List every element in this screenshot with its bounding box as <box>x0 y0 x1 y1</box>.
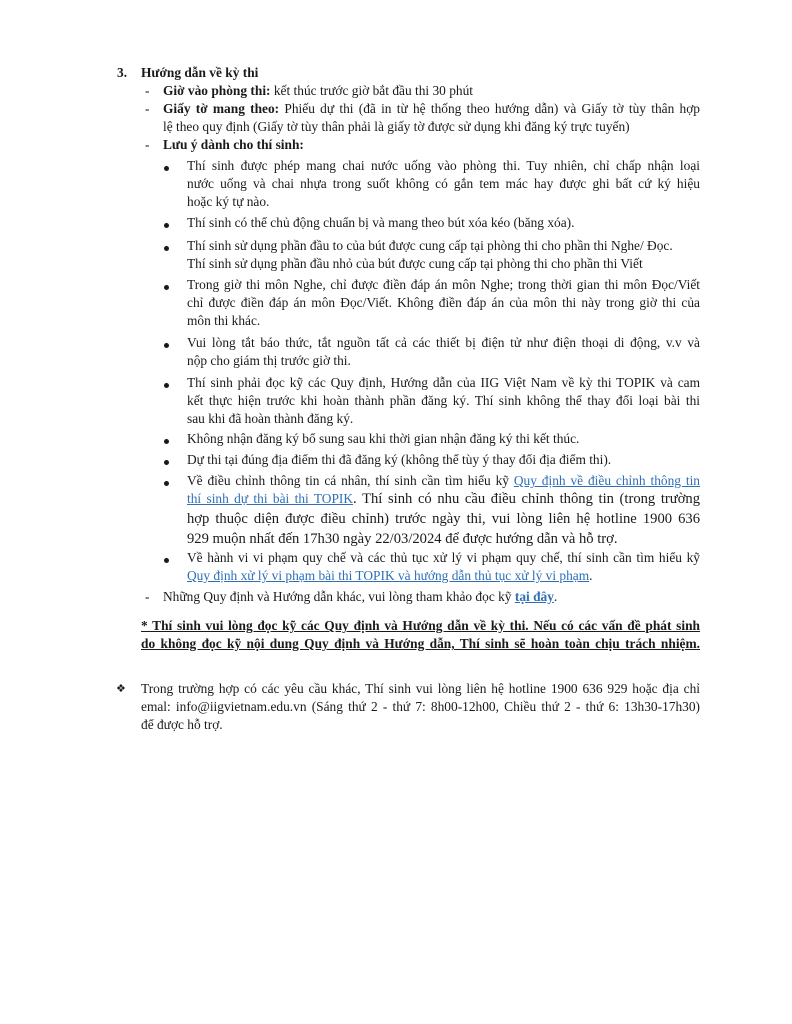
adjust-line-3: hợp thuộc diện được điều chỉnh) trước ngày thi, vui lòng liên hệ hotline 1900 636 <box>187 511 700 527</box>
exam-entry-time <box>163 82 473 100</box>
note-line: nộp cho giám thị trước giờ thi. <box>187 353 351 368</box>
adjust-line-2 <box>187 490 700 508</box>
note-line: Thí sinh sử dụng phần đầu nhỏ của bút được cung cấp tại phòng thi cho phần thi Viết <box>187 256 643 271</box>
note-line: Thí sinh phải đọc kỹ các Quy định, Hướng dẫn của IIG Việt Nam về kỳ thi TOPIK và cam <box>187 375 700 390</box>
here-link[interactable]: tại đây <box>514 589 554 604</box>
adjust-post-text: . Thí sinh có nhu cầu điều chỉnh thông tin (trong trường <box>353 491 701 507</box>
note-line: Trong giờ thi môn Nghe, chỉ được điền đáp án môn Nghe; trong thời gian thi môn Đọc/Viết <box>187 277 700 292</box>
bullet-icon <box>164 439 169 444</box>
adjust-regulation-link[interactable]: Quy định về điều chỉnh thông tin <box>513 473 700 488</box>
adjust-line-4: 929 muộn nhất đến 17h30 ngày 22/03/2024 để được hướng dẫn và hỗ trợ. <box>187 531 618 547</box>
note-line: nước uống và chai nhựa trong suốt không có gắn tem mác hay được ghi bất cứ ký hiệu <box>187 176 700 191</box>
bullet-icon <box>164 246 169 251</box>
bullet-icon <box>164 166 169 171</box>
section-number: 3. <box>117 65 128 80</box>
bullet-icon <box>164 558 169 563</box>
note-line: Thí sinh được phép mang chai nước uống vào phòng thi. Tuy nhiên, chỉ chấp nhận loại <box>187 158 700 173</box>
notes-label: Lưu ý dành cho thí sinh: <box>163 137 304 152</box>
violation-line-1: Về hành vi vi phạm quy chế và các thủ tục xử lý vi phạm quy chế, thí sinh cần tìm hiểu kỹ <box>187 550 700 565</box>
note-line: kết thực hiện trước khi hoàn thành phần đăng ký. Thí sinh không thể thay đổi loại bài thi <box>187 393 700 408</box>
documents-label: Giấy tờ mang theo: <box>163 101 280 116</box>
bullet-icon <box>164 285 169 290</box>
adjust-pre-text: Về điều chỉnh thông tin cá nhân, thí sinh cần tìm hiểu kỹ <box>187 473 514 488</box>
note-line: Dự thi tại đúng địa điểm thi đã đăng ký (không thể tùy ý thay đổi địa điểm thi). <box>187 452 612 467</box>
violation-line-2 <box>187 567 593 585</box>
note-line: chỉ được điền đáp án môn Đọc/Viết. Không điền đáp án của môn thi này trong giờ thi của <box>187 295 700 310</box>
note-line: môn thi khác. <box>187 313 261 328</box>
diamond-bullet-icon: ❖ <box>116 682 126 695</box>
adjust-line-1 <box>187 472 700 490</box>
other-guidelines <box>163 588 557 606</box>
note-line: sau khi đã hoàn thành đăng ký. <box>187 411 354 426</box>
dash-marker: - <box>145 589 150 604</box>
bullet-icon <box>164 343 169 348</box>
violation-regulation-link[interactable]: Quy định xử lý vi phạm bài thi TOPIK và hướng dẫn thủ tục xử lý vi phạm <box>187 568 590 583</box>
notes-heading <box>163 136 304 154</box>
other-post-text: . <box>553 589 558 604</box>
warning-line-2: do không đọc kỹ nội dung Quy định và Hướng dẫn, Thí sinh sẽ hoàn toàn chịu trách nhiệm. <box>141 636 700 651</box>
documents-line-2: lệ theo quy định (Giấy tờ tùy thân phải là giấy tờ được sử dụng khi đăng ký trực tuyến) <box>163 119 630 134</box>
dash-marker: - <box>145 101 150 116</box>
bullet-icon <box>164 223 169 228</box>
documents-line-1 <box>163 100 700 118</box>
note-line: Thí sinh sử dụng phần đầu to của bút được cung cấp tại phòng thi cho phần thi Nghe/ Đọc. <box>187 238 673 253</box>
note-line: Không nhận đăng ký bổ sung sau khi thời gian nhận đăng ký thi kết thúc. <box>187 431 580 446</box>
dash-marker: - <box>145 137 150 152</box>
adjust-regulation-link-cont[interactable]: thí sinh dự thi bài thi TOPIK <box>187 491 354 506</box>
dash-marker: - <box>145 83 150 98</box>
bullet-icon <box>164 383 169 388</box>
entry-time-label: Giờ vào phòng thi: <box>163 83 271 98</box>
other-pre-text: Những Quy định và Hướng dẫn khác, vui lòng tham khảo đọc kỹ <box>163 589 515 604</box>
violation-post-text: . <box>589 568 593 583</box>
note-line: Vui lòng tắt báo thức, tắt nguồn tất cả các thiết bị điện tử như điện thoại di động, v.v và <box>187 335 700 350</box>
note-line: Thí sinh có thể chủ động chuẩn bị và mang theo bút xóa kéo (băng xóa). <box>187 215 575 230</box>
contact-line-2: emal: info@iigvietnam.edu.vn (Sáng thứ 2 - thứ 7: 8h00-12h00, Chiều thứ 2 - thứ 6: 13h30-17h30) <box>141 699 700 714</box>
note-line: hoặc ký tự nào. <box>187 194 270 209</box>
section-title: Hướng dẫn về kỳ thi <box>141 65 259 80</box>
contact-line-1: Trong trường hợp có các yêu cầu khác, Thí sinh vui lòng liên hệ hotline 1900 636 929 hoặc địa chỉ <box>141 681 700 696</box>
contact-line-3: để được hỗ trợ. <box>141 717 223 732</box>
bullet-icon <box>164 481 169 486</box>
documents-text-1: Phiếu dự thi (đã in từ hệ thống theo hướng dẫn) và Giấy tờ tùy thân hợp <box>279 101 700 116</box>
warning-line-1: * Thí sinh vui lòng đọc kỹ các Quy định và Hướng dẫn về kỳ thi. Nếu có các vấn đề phát sinh <box>141 618 700 633</box>
entry-time-text: kết thúc trước giờ bắt đầu thi 30 phút <box>270 83 474 98</box>
bullet-icon <box>164 460 169 465</box>
